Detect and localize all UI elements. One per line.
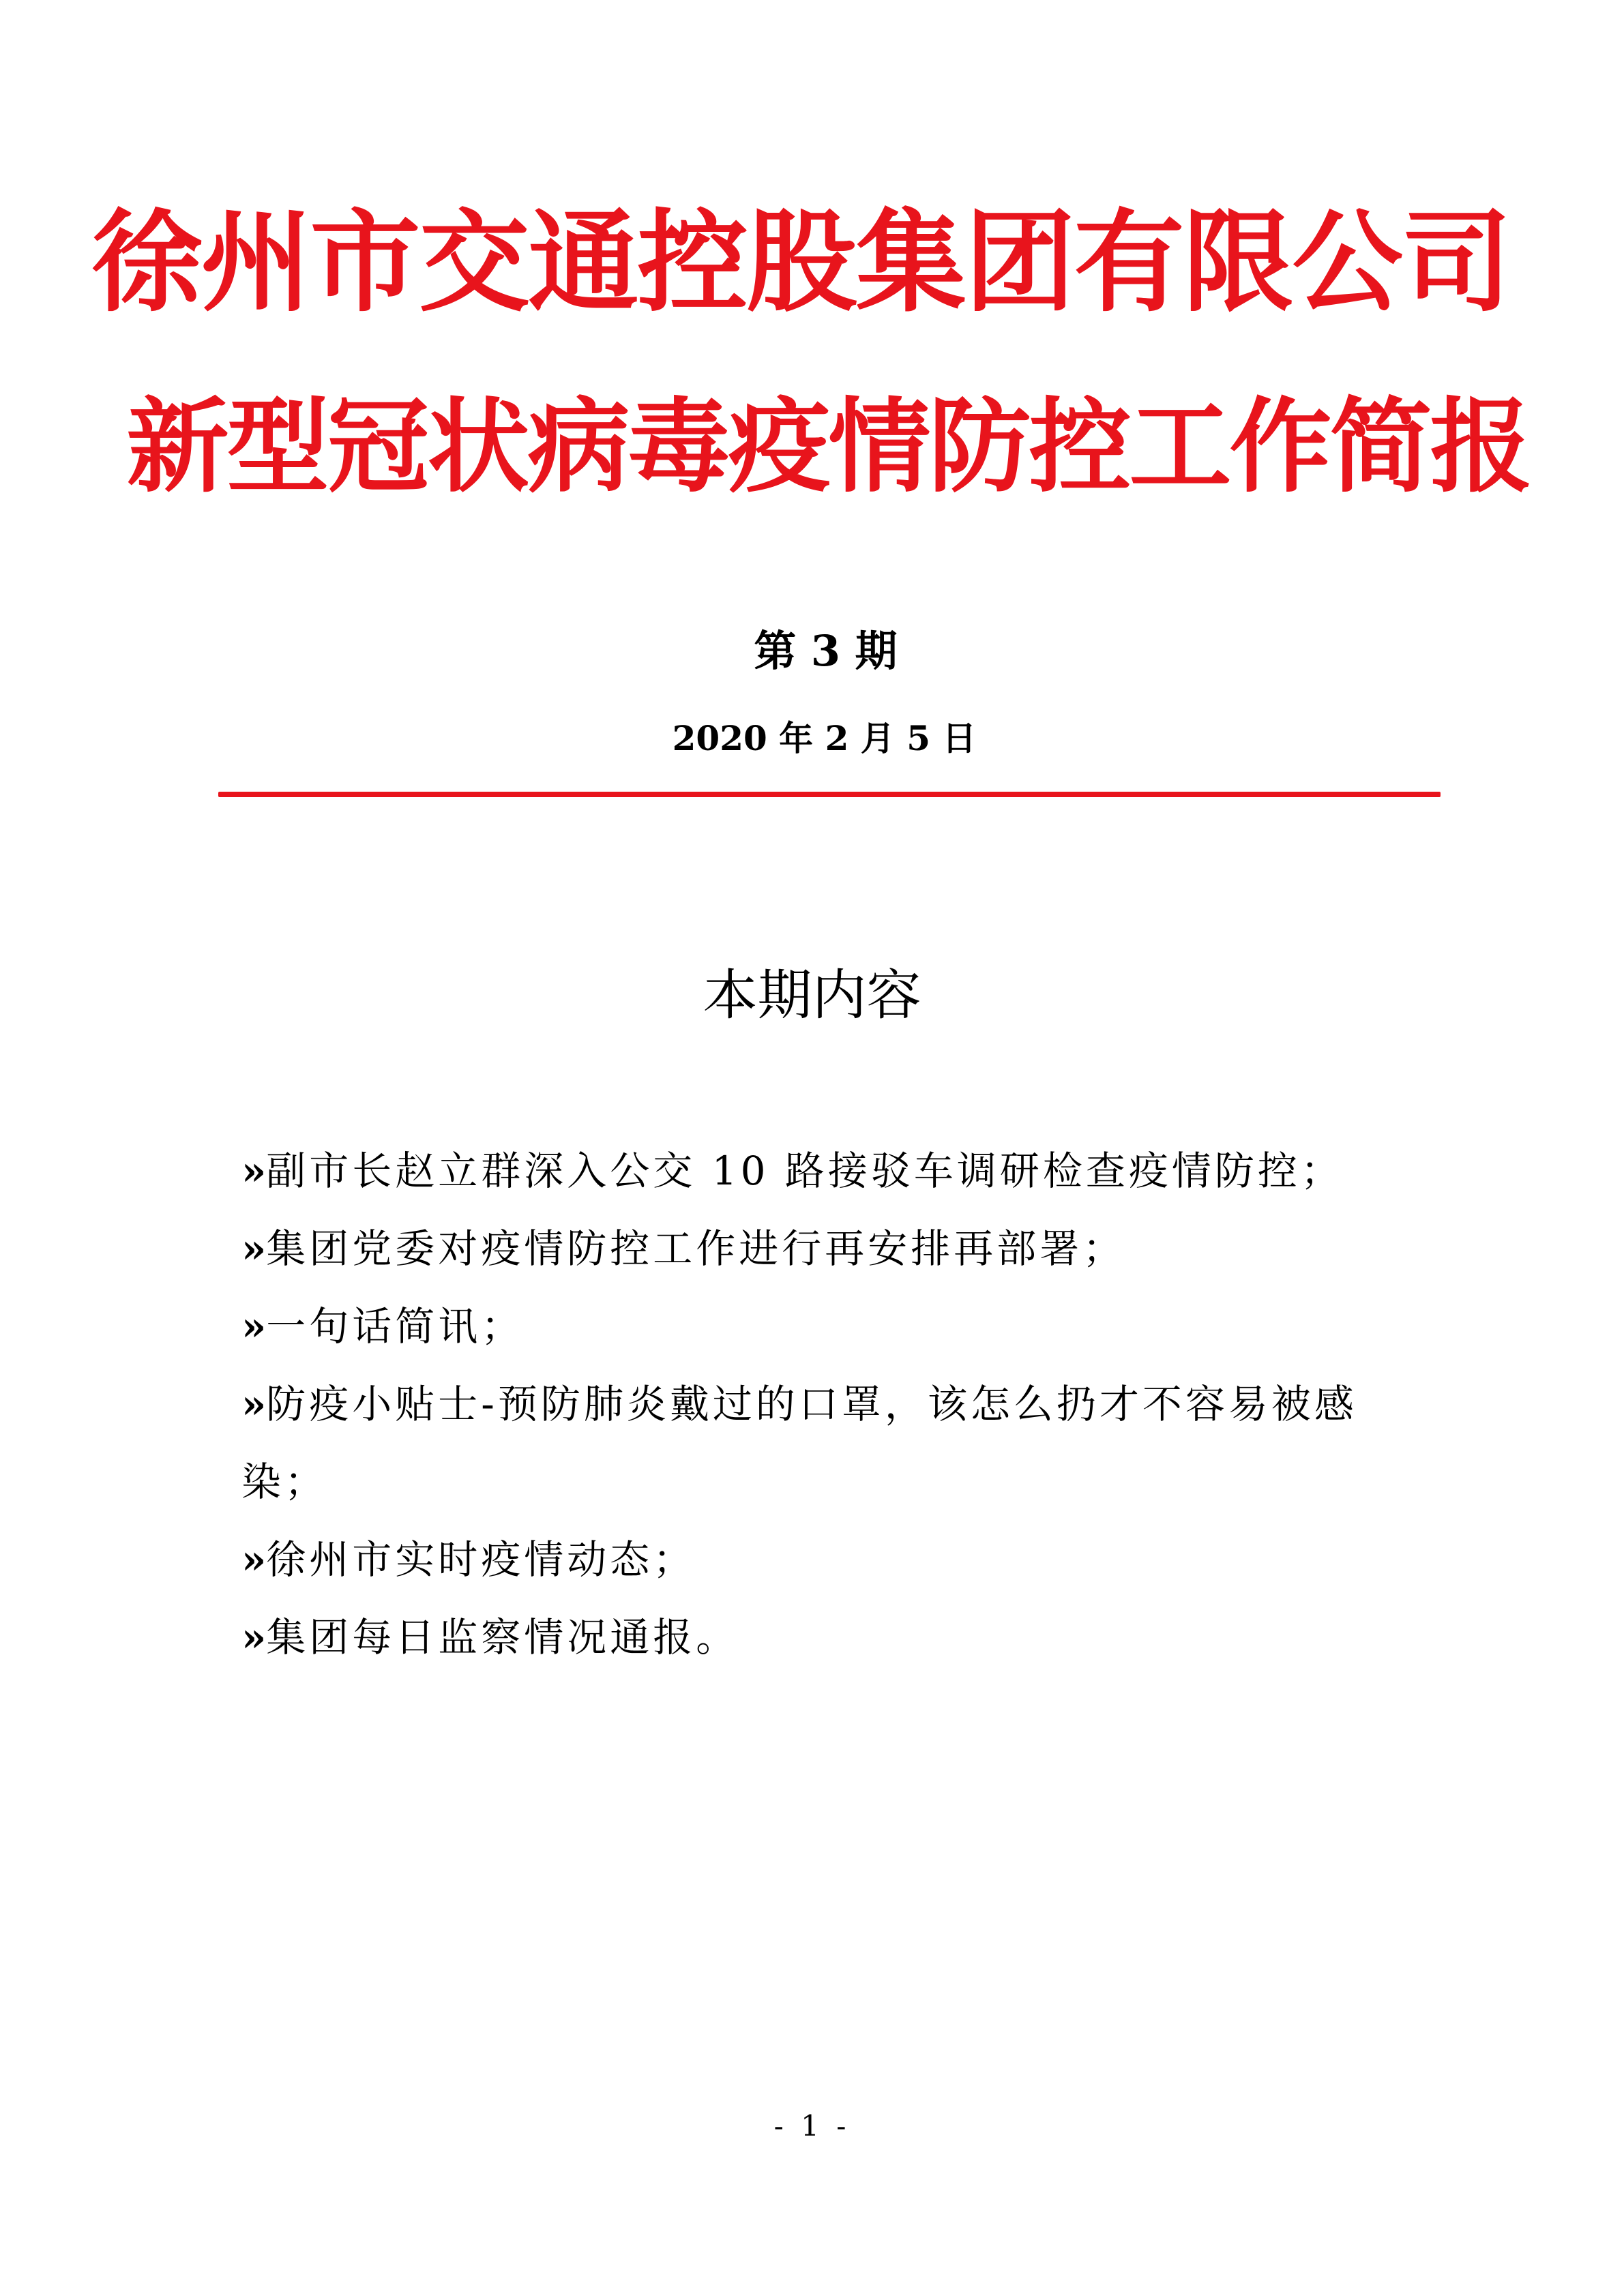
contents-item-text: 集团每日监察情况通报。 <box>266 1614 739 1660</box>
contents-list <box>241 1132 1401 1676</box>
issue-number: 第 3 期 <box>754 626 898 676</box>
bullet-icon: » <box>241 1614 267 1660</box>
masthead-title-line-1: 徐州市交通控股集团有限公司 <box>91 198 1511 327</box>
contents-list-item <box>241 1598 1401 1676</box>
contents-list-item <box>241 1287 1401 1365</box>
page-number: - 1 - <box>773 2109 851 2143</box>
red-divider-rule <box>218 792 1441 797</box>
contents-item-text: 防疫小贴士-预防肺炎戴过的口罩，该怎么扔才不容易被感染； <box>241 1381 1357 1505</box>
contents-heading: 本期内容 <box>703 964 921 1027</box>
contents-list-item <box>241 1210 1401 1287</box>
issue-date: 2020 年 2 月 5 日 <box>672 718 977 758</box>
bullet-icon: » <box>241 1225 267 1272</box>
bullet-icon: » <box>241 1536 267 1583</box>
bullet-icon: » <box>241 1148 267 1194</box>
bullet-icon: » <box>241 1381 267 1427</box>
contents-list-item <box>241 1132 1401 1210</box>
contents-list-item <box>241 1365 1401 1521</box>
bullet-icon: » <box>241 1303 267 1350</box>
contents-item-text: 副市长赵立群深入公交 10 路接驳车调研检查疫情防控； <box>266 1148 1344 1194</box>
contents-item-text: 集团党委对疫情防控工作进行再安排再部署； <box>266 1225 1126 1272</box>
contents-item-text: 徐州市实时疫情动态； <box>266 1536 696 1583</box>
masthead-title-line-2: 新型冠状病毒疫情防控工作简报 <box>126 387 1531 507</box>
contents-item-text: 一句话简讯； <box>266 1303 525 1350</box>
contents-list-item <box>241 1521 1401 1598</box>
